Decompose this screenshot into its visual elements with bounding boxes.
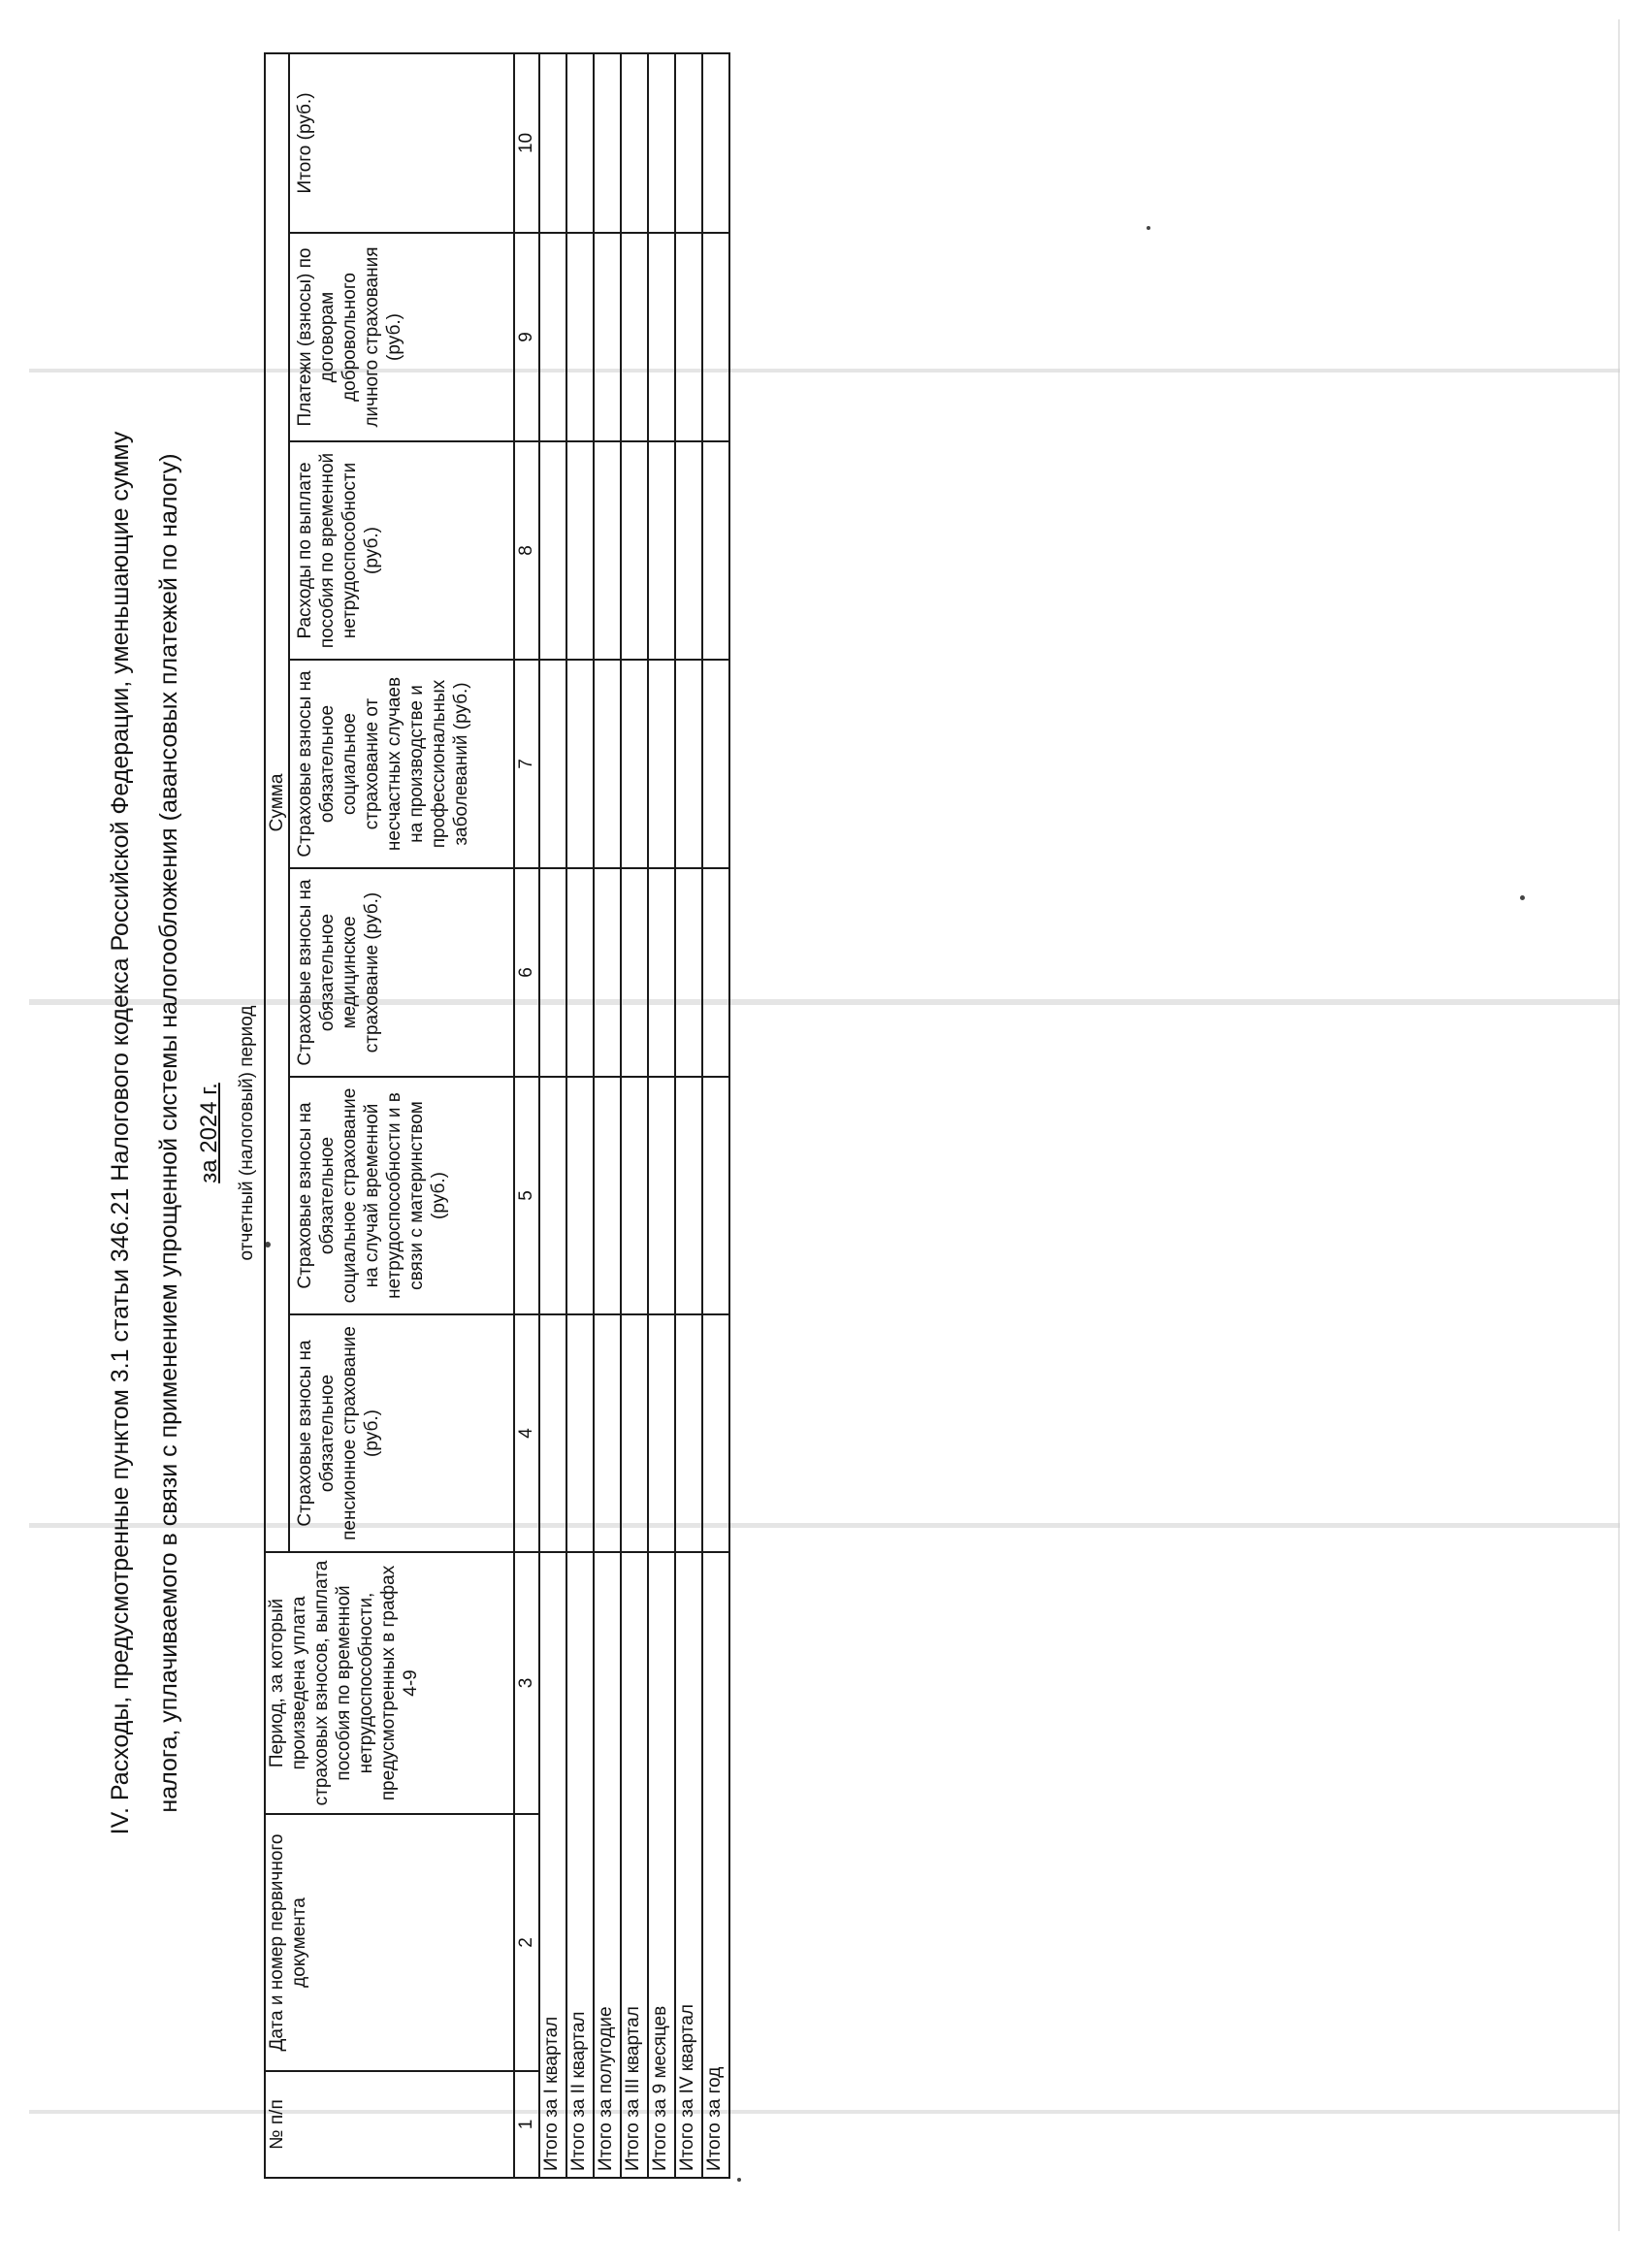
total-row-9-months [648, 53, 675, 2178]
amount-cell [594, 1314, 621, 1552]
total-row-label: Итого за II квартал [566, 1552, 594, 2178]
col-header-4: Страховые взносы на обязательное пенсионное страхование (руб.) [289, 1314, 514, 1552]
col-header-9: Платежи (взносы) по договорам добровольного личного страхования (руб.) [289, 233, 514, 441]
column-number: 9 [514, 233, 539, 441]
amount-cell [539, 1077, 566, 1314]
amount-cell [566, 1077, 594, 1314]
column-number: 10 [514, 53, 539, 233]
amount-cell [648, 1077, 675, 1314]
amount-cell [702, 53, 729, 233]
amount-cell [566, 660, 594, 868]
total-row-label: Итого за полугодие [594, 1552, 621, 2178]
amount-cell [675, 53, 702, 233]
total-row-label: Итого за IV квартал [675, 1552, 702, 2178]
amount-cell [675, 868, 702, 1077]
col-header-7: Страховые взносы на обязательное социальное страхование от несчастных случаев на производстве и профессиональных заболеваний (руб.) [289, 660, 514, 868]
amount-cell [539, 441, 566, 660]
amount-cell [675, 1314, 702, 1552]
column-number: 3 [514, 1552, 539, 1814]
column-number: 4 [514, 1314, 539, 1552]
amount-cell [566, 1314, 594, 1552]
col-header-2: Дата и номер первичного документа [265, 1814, 514, 2071]
column-number: 8 [514, 441, 539, 660]
amount-cell [675, 441, 702, 660]
header-row-group [265, 53, 289, 2178]
amount-cell [621, 660, 648, 868]
section-title-line2: налога, уплачиваемого в связи с применением упрощенной системы налогообложения (авансовых платежей по налогу) [155, 453, 182, 1813]
reporting-period-caption: отчетный (налоговый) период [237, 1005, 257, 1261]
amount-cell [539, 868, 566, 1077]
amount-cell [648, 53, 675, 233]
amount-cell [702, 1077, 729, 1314]
total-row-half-year [594, 53, 621, 2178]
amount-cell [621, 53, 648, 233]
amount-cell [566, 441, 594, 660]
total-row-q4 [675, 53, 702, 2178]
amount-cell [648, 233, 675, 441]
amount-cell [621, 1077, 648, 1314]
total-row-q1 [539, 53, 566, 2178]
amount-cell [648, 1314, 675, 1552]
total-row-year [702, 53, 729, 2178]
col-header-8: Расходы по выплате пособия по временной нетрудоспособности (руб.) [289, 441, 514, 660]
total-row-label: Итого за I квартал [539, 1552, 566, 2178]
amount-cell [621, 868, 648, 1077]
col-header-1: № п/п [265, 2071, 514, 2178]
amount-cell [675, 1077, 702, 1314]
amount-cell [594, 660, 621, 868]
amount-cell [702, 233, 729, 441]
amount-cell [566, 233, 594, 441]
amount-cell [539, 660, 566, 868]
amount-cell [539, 233, 566, 441]
total-row-q3 [621, 53, 648, 2178]
amount-cell [594, 233, 621, 441]
amount-cell [621, 1314, 648, 1552]
expenses-table [264, 52, 730, 2179]
amount-cell [702, 441, 729, 660]
column-number: 6 [514, 868, 539, 1077]
total-row-label: Итого за год [702, 1552, 729, 2178]
amount-cell [539, 1314, 566, 1552]
amount-cell [566, 53, 594, 233]
total-row-label: Итого за III квартал [621, 1552, 648, 2178]
column-number: 7 [514, 660, 539, 868]
amount-cell [539, 53, 566, 233]
amount-cell [675, 660, 702, 868]
amount-cell [594, 1077, 621, 1314]
reporting-period [196, 114, 223, 2152]
amount-cell [648, 660, 675, 868]
amount-cell [594, 441, 621, 660]
total-row-label: Итого за 9 месяцев [648, 1552, 675, 2178]
column-number: 2 [514, 1814, 539, 2071]
amount-cell [648, 441, 675, 660]
section-title-line1: IV. Расходы, предусмотренные пунктом 3.1 статьи 346.21 Налогового кодекса Российской Федерации, уменьшающие сумму [107, 431, 134, 1835]
amount-cell [594, 53, 621, 233]
col-header-5: Страховые взносы на обязательное социальное страхование на случай временной нетрудоспособности и в связи с материнством (руб.) [289, 1077, 514, 1314]
amount-cell [566, 868, 594, 1077]
amount-cell [675, 233, 702, 441]
amount-cell [702, 660, 729, 868]
amount-cell [702, 1314, 729, 1552]
column-number-row [514, 53, 539, 2178]
column-number: 1 [514, 2071, 539, 2178]
amount-cell [594, 868, 621, 1077]
amount-cell [648, 868, 675, 1077]
reporting-period-value: за 2024 г. [196, 1083, 222, 1183]
column-number: 5 [514, 1077, 539, 1314]
amount-cell [621, 441, 648, 660]
sum-group-header: Сумма [265, 53, 289, 1552]
col-header-3: Период, за который произведена уплата страховых взносов, выплата пособия по временной нетрудоспособности, предусмотренных в графах 4-9 [265, 1552, 514, 1814]
col-header-6: Страховые взносы на обязательное медицинское страхование (руб.) [289, 868, 514, 1077]
col-header-10: Итого (руб.) [289, 53, 514, 233]
total-row-q2 [566, 53, 594, 2178]
amount-cell [702, 868, 729, 1077]
amount-cell [621, 233, 648, 441]
